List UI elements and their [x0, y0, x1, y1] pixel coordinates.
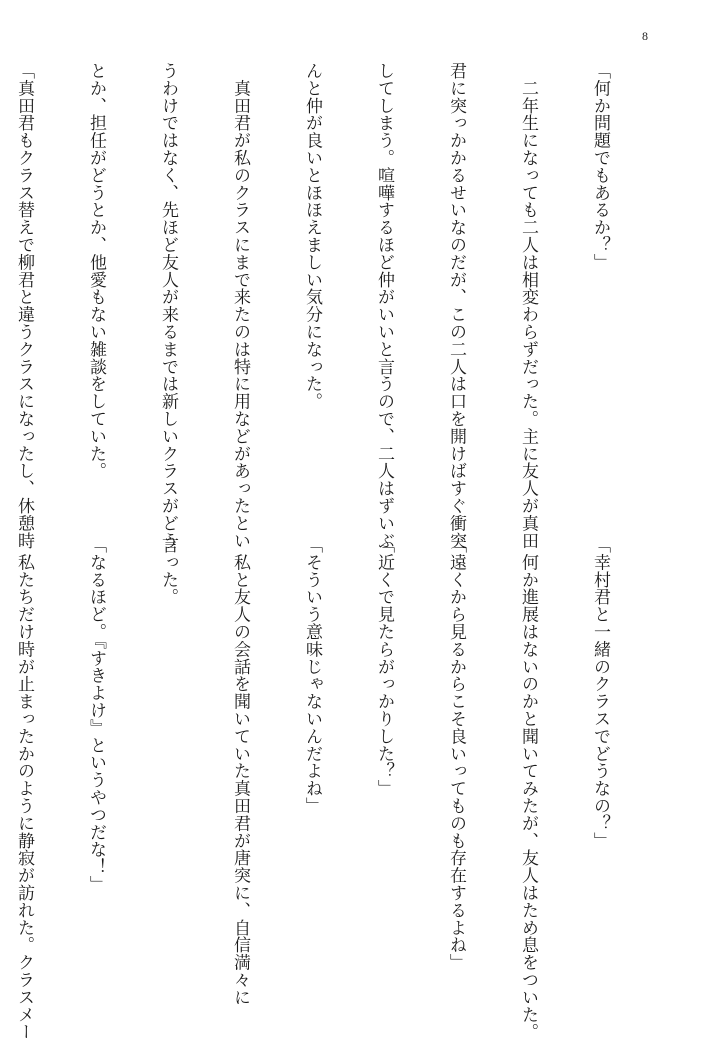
text-line: 私と友人の会話を聞いていた真田君が唐突に、自信満々に: [230, 536, 250, 1006]
page-number: 8: [642, 29, 648, 43]
text-line: 言った。: [158, 536, 178, 606]
text-line: 真田君が私のクラスにまで来たのは特に用などがあったとい: [230, 62, 250, 550]
upper-text-block: [14, 62, 660, 550]
text-line: 「遠くから見るからこそ良いってものも存在するよね」: [446, 536, 466, 971]
text-line: 「何か問題でもあるか？」: [590, 62, 610, 271]
text-line: んと仲が良いとほほえましい気分になった。: [302, 62, 322, 410]
text-line: してしまう。喧嘩するほど仲がいいと言うので、二人はずいぶ: [374, 62, 394, 550]
text-line: 「なるほど。『すきよけ』というやつだな！」: [86, 536, 106, 893]
text-line: 「そういう意味じゃないんだよね」: [302, 536, 322, 815]
text-line: 私たちだけ時が止まったかのように静寂が訪れた。クラスメー: [14, 536, 34, 1041]
text-line: うわけではなく、先ほど友人が来るまでは新しいクラスがどう: [158, 62, 178, 550]
text-line: 「近くで見たらがっかりした？」: [374, 536, 394, 797]
text-line: 君に突っかかるせいなのだが、この二人は口を開けばすぐ衝突: [446, 62, 466, 550]
lower-text-block: [14, 536, 660, 1041]
text-line: 二年生になっても二人は相変わらずだった。主に友人が真田: [518, 62, 538, 550]
text-line: 何か進展はないのかと聞いてみたが、友人はため息をついた。: [518, 536, 538, 1041]
text-line: 「真田君もクラス替えで柳君と違うクラスになったし、休憩時: [14, 62, 34, 550]
text-line: 「幸村君と一緒のクラスでどうなの？」: [590, 536, 610, 850]
text-line: とか、担任がどうとか、他愛もない雑談をしていた。: [86, 62, 106, 480]
